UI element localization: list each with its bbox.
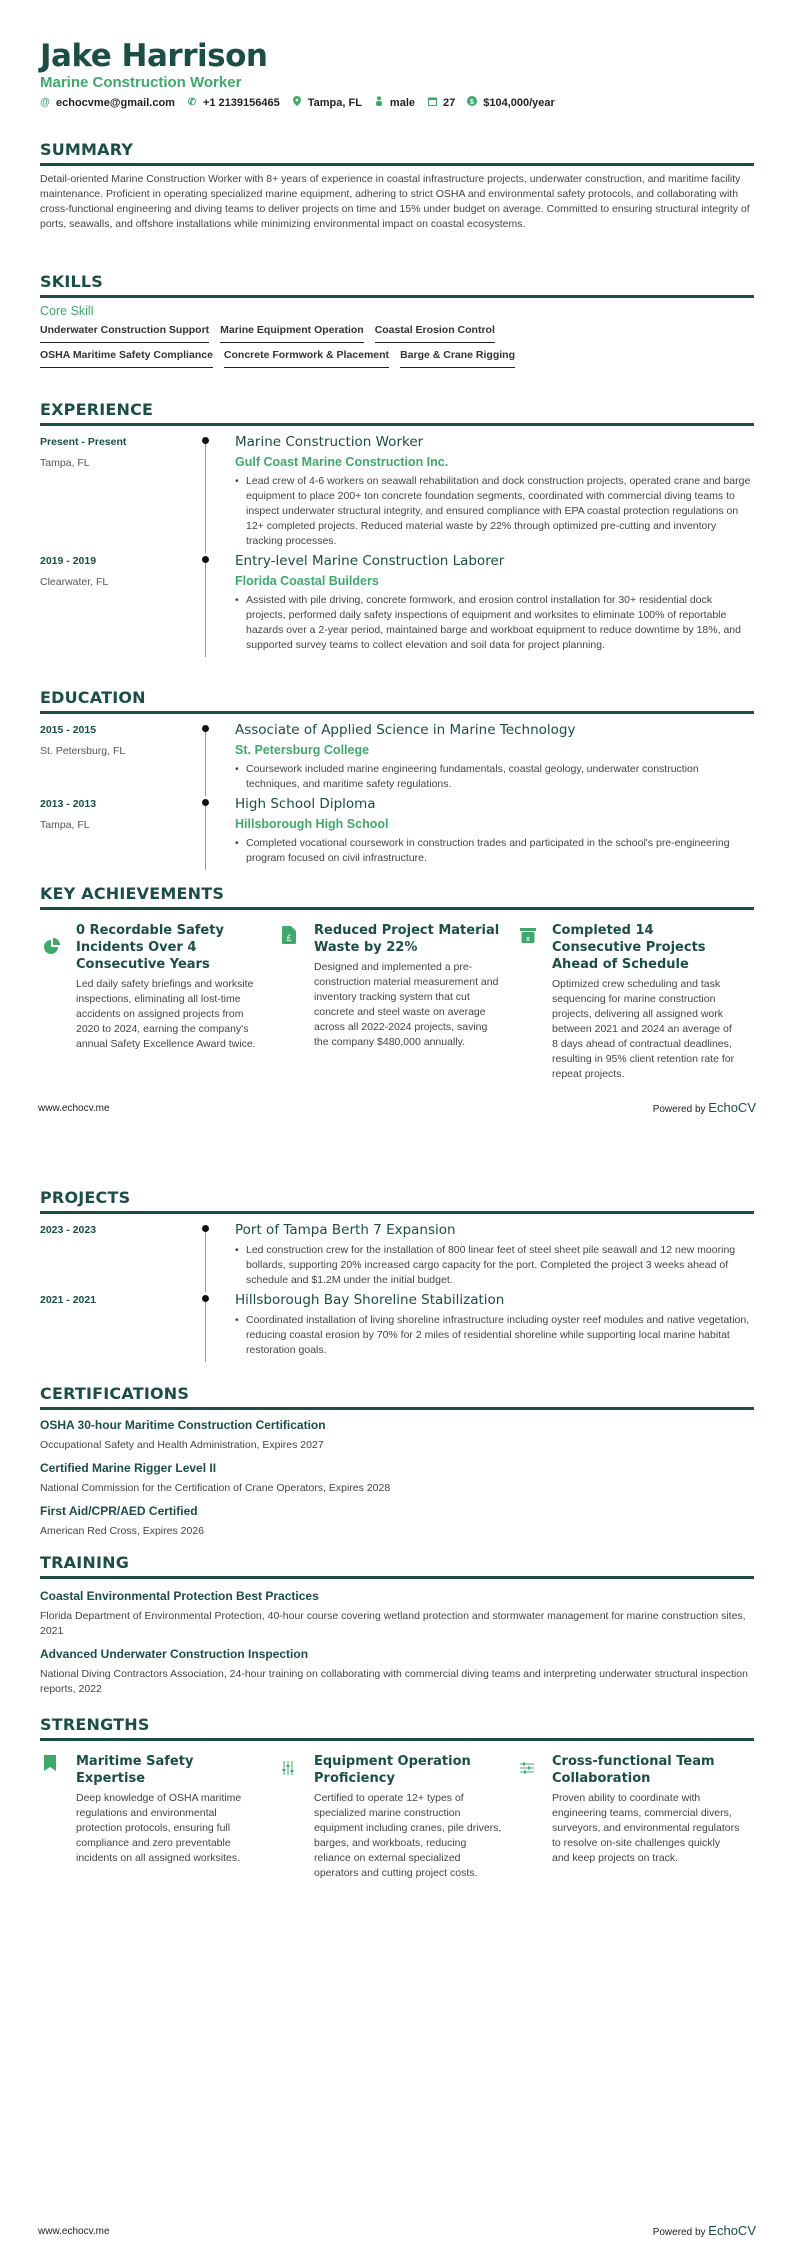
item-bullet: • Led construction crew for the installation of 800 linear feet of steel sheet pile seawall and 12 new mooring bollards, supporting 20% increased cargo capacity for the port. Completed the project 3 weeks ahead of schedule and $1.2M under the initial budget. bbox=[235, 1243, 754, 1292]
item-title: Port of Tampa Berth 7 Expansion bbox=[235, 1222, 456, 1238]
timeline-dot bbox=[202, 1225, 209, 1232]
strength-card bbox=[278, 1753, 516, 1881]
section-divider bbox=[40, 1576, 754, 1579]
timeline-dot bbox=[202, 799, 209, 806]
footer-website[interactable]: www.echocv.me bbox=[38, 2226, 110, 2237]
section-title: SKILLS bbox=[40, 272, 103, 291]
education-item bbox=[40, 722, 754, 796]
item-org: Gulf Coast Marine Construction Inc. bbox=[235, 455, 449, 469]
achievement-text: Optimized crew scheduling and task sequencing for marine construction projects, delivering all assigned work between 2021 and 2024 an average of 8 days ahead of contractual deadlines, resulting in 95% client retention rate for repeat projects. bbox=[552, 978, 735, 1080]
skill-tag: Underwater Construction Support bbox=[40, 324, 209, 343]
section-divider bbox=[40, 711, 754, 714]
strength-card bbox=[40, 1753, 278, 1881]
section-title: TRAINING bbox=[40, 1553, 130, 1572]
pie-chart-icon bbox=[40, 922, 76, 1082]
strength-title: Maritime Safety Expertise bbox=[76, 1754, 194, 1786]
training-section bbox=[40, 1553, 754, 1697]
projects-section bbox=[40, 1188, 754, 1362]
candidate-role: Marine Construction Worker bbox=[40, 74, 242, 91]
brand-logo[interactable]: EchoCV bbox=[708, 2223, 756, 2238]
skills-row bbox=[40, 349, 754, 368]
training-name: Advanced Underwater Construction Inspection bbox=[40, 1647, 309, 1661]
cert-name: OSHA 30-hour Maritime Construction Certification bbox=[40, 1418, 326, 1432]
contact-gender: male bbox=[374, 96, 415, 109]
item-bullet: • Completed vocational coursework in construction trades and participated in the school's pre-engineering program focused on civil infrastructure. bbox=[235, 836, 754, 870]
skill-category: Core Skill bbox=[40, 304, 94, 318]
bin-icon bbox=[516, 922, 552, 1082]
item-date: 2013 - 2013 bbox=[40, 798, 97, 810]
item-title: Entry-level Marine Construction Laborer bbox=[235, 553, 505, 569]
strength-card bbox=[516, 1753, 754, 1881]
svg-text:£: £ bbox=[286, 933, 292, 943]
section-divider bbox=[40, 163, 754, 166]
section-title: STRENGTHS bbox=[40, 1715, 150, 1734]
education-item bbox=[40, 796, 754, 870]
experience-section bbox=[40, 400, 754, 657]
contact-bar bbox=[40, 96, 555, 109]
timeline-line bbox=[205, 440, 206, 553]
achievement-text: Designed and implemented a pre-construction material measurement and inventory tracking system that cut concrete and steel waste on average across all 2022-2024 projects, saving the company $480,000 annually. bbox=[314, 961, 499, 1048]
contact-phone[interactable]: ✆ +1 2139156465 bbox=[187, 96, 280, 109]
footer-website[interactable]: www.echocv.me bbox=[38, 1103, 110, 1114]
location-icon bbox=[292, 96, 302, 109]
achievements-section bbox=[40, 884, 754, 1082]
experience-item bbox=[40, 553, 754, 657]
section-title: EXPERIENCE bbox=[40, 400, 154, 419]
item-title: High School Diploma bbox=[235, 796, 376, 812]
achievement-card bbox=[40, 922, 278, 1082]
section-divider bbox=[40, 423, 754, 426]
cert-issuer: American Red Cross, Expires 2026 bbox=[40, 1525, 204, 1537]
achievement-title: Completed 14 Consecutive Projects Ahead of Schedule bbox=[552, 923, 706, 972]
item-org: Hillsborough High School bbox=[235, 817, 389, 831]
item-date: 2015 - 2015 bbox=[40, 724, 97, 736]
person-icon bbox=[374, 96, 384, 109]
footer-powered: Powered by EchoCV bbox=[652, 1100, 756, 1115]
item-location: Clearwater, FL bbox=[40, 576, 109, 588]
timeline-line bbox=[205, 728, 206, 796]
skills-section bbox=[40, 272, 754, 368]
strengths-section bbox=[40, 1715, 754, 1881]
strength-text: Proven ability to coordinate with engineering teams, commercial divers, surveyors, and environmental regulators to resolve on-site challenges quickly and keep projects on track. bbox=[552, 1792, 740, 1864]
section-title: CERTIFICATIONS bbox=[40, 1384, 190, 1403]
timeline-dot bbox=[202, 437, 209, 444]
training-name: Coastal Environmental Protection Best Practices bbox=[40, 1589, 319, 1603]
section-divider bbox=[40, 1738, 754, 1741]
item-date: 2019 - 2019 bbox=[40, 555, 97, 567]
item-location: Tampa, FL bbox=[40, 457, 90, 469]
achievement-title: 0 Recordable Safety Incidents Over 4 Consecutive Years bbox=[76, 923, 224, 972]
section-title: PROJECTS bbox=[40, 1188, 131, 1207]
section-title: EDUCATION bbox=[40, 688, 146, 707]
strength-text: Certified to operate 12+ types of specialized marine construction equipment including cranes, pile drivers, barges, and workboats, reducing reliance on external specialized operators and cutting project costs. bbox=[314, 1792, 502, 1879]
education-section bbox=[40, 688, 754, 870]
sliders-vertical-icon bbox=[278, 1753, 314, 1881]
item-location: Tampa, FL bbox=[40, 819, 90, 831]
item-title: Marine Construction Worker bbox=[235, 434, 424, 450]
dollar-icon bbox=[467, 96, 477, 109]
bookmark-icon bbox=[40, 1753, 76, 1881]
project-item bbox=[40, 1292, 754, 1362]
contact-email[interactable]: @ echocvme@gmail.com bbox=[40, 96, 175, 109]
timeline-line bbox=[205, 1298, 206, 1362]
training-detail: Florida Department of Environmental Protection, 40-hour course covering wetland protection and stormwater management for marine construction sites, 2021 bbox=[40, 1610, 746, 1637]
cert-issuer: Occupational Safety and Health Administration, Expires 2027 bbox=[40, 1439, 324, 1451]
brand-logo[interactable]: EchoCV bbox=[708, 1100, 756, 1115]
timeline-line bbox=[205, 559, 206, 657]
item-location: St. Petersburg, FL bbox=[40, 745, 126, 757]
section-title: KEY ACHIEVEMENTS bbox=[40, 884, 225, 903]
calendar-icon bbox=[427, 97, 437, 109]
strength-title: Equipment Operation Proficiency bbox=[314, 1754, 471, 1786]
timeline-line bbox=[205, 1228, 206, 1292]
item-date: 2021 - 2021 bbox=[40, 1294, 97, 1306]
sliders-horizontal-icon bbox=[516, 1753, 552, 1881]
item-title: Associate of Applied Science in Marine Technology bbox=[235, 722, 576, 738]
phone-icon: ✆ bbox=[187, 97, 197, 108]
training-detail: National Diving Contractors Association, 24-hour training on collaborating with commercial diving teams and interpreting underwater structural inspection reports, 2022 bbox=[40, 1668, 748, 1695]
item-date: 2023 - 2023 bbox=[40, 1224, 97, 1236]
achievement-card bbox=[516, 922, 754, 1082]
cert-name: Certified Marine Rigger Level II bbox=[40, 1461, 217, 1475]
section-divider bbox=[40, 295, 754, 298]
at-icon: @ bbox=[40, 97, 50, 108]
timeline-dot bbox=[202, 556, 209, 563]
item-bullet: • Coursework included marine engineering fundamentals, coastal geology, underwater construction techniques, and maritime safety regulations. bbox=[235, 762, 754, 796]
section-title: SUMMARY bbox=[40, 140, 134, 159]
contact-salary: $ $104,000/year bbox=[467, 96, 555, 109]
project-item bbox=[40, 1222, 754, 1292]
certifications-section bbox=[40, 1384, 754, 1539]
item-date: Present - Present bbox=[40, 436, 127, 448]
experience-item bbox=[40, 434, 754, 553]
svg-text:$: $ bbox=[470, 99, 475, 106]
achievement-card bbox=[278, 922, 516, 1082]
timeline-line bbox=[205, 802, 206, 870]
item-bullet: • Lead crew of 4-6 workers on seawall rehabilitation and dock construction projects, operated crane and barge equipment to place 200+ ton concrete foundation segments, coordinated with commercial diving teams to inspect underwater structural integrity, and ensured compliance with EPA coastal protection regulations on 12+ completed projects. Reduced material waste by 22% through optimized pre-cutting and inventory tracking processes. bbox=[235, 474, 754, 553]
contact-location: Tampa, FL bbox=[292, 96, 362, 109]
candidate-name: Jake Harrison bbox=[40, 38, 268, 74]
cert-issuer: National Commission for the Certification of Crane Operators, Expires 2028 bbox=[40, 1482, 391, 1494]
skill-tag: Marine Equipment Operation bbox=[220, 324, 364, 343]
item-org: Florida Coastal Builders bbox=[235, 574, 379, 588]
footer-powered: Powered by EchoCV bbox=[652, 2223, 756, 2238]
strength-text: Deep knowledge of OSHA maritime regulations and environmental protection protocols, ensuring full compliance and zero preventable incidents on all assigned worksites. bbox=[76, 1792, 242, 1864]
cert-name: First Aid/CPR/AED Certified bbox=[40, 1504, 198, 1518]
contact-age: 27 bbox=[427, 97, 455, 109]
skill-tag: Coastal Erosion Control bbox=[375, 324, 495, 343]
skills-row bbox=[40, 324, 754, 343]
achievement-text: Led daily safety briefings and worksite inspections, eliminating all lost-time accidents on assigned projects from 2020 to 2024, earning the company's annual Safety Excellence Award twice. bbox=[76, 978, 256, 1050]
section-divider bbox=[40, 1407, 754, 1410]
summary-text: Detail-oriented Marine Construction Worker with 8+ years of experience in coastal infrastructure projects, underwater construction, and maritime facility maintenance. Proficient in operating specialized marine equipment, adhering to strict OSHA and environmental safety protocols, and collaborating with cross-functional engineering and diving teams to deliver projects on time and 15% under budget on average. Committed to ensuring structural integrity of ports, seawalls, and offshore installations while minimizing environmental impact on coastal ecosystems. bbox=[40, 173, 750, 230]
achievement-title: Reduced Project Material Waste by 22% bbox=[314, 923, 500, 955]
item-bullet: • Coordinated installation of living shoreline infrastructure including oyster reef modules and native vegetation, reducing coastal erosion by 70% for 2 miles of residential shoreline while supporting local marine habitat restoration goals. bbox=[235, 1313, 754, 1362]
svg-text:x: x bbox=[526, 936, 530, 943]
strength-title: Cross-functional Team Collaboration bbox=[552, 1754, 715, 1786]
item-bullet: • Assisted with pile driving, concrete formwork, and erosion control installation for 30+ residential dock projects, performed daily safety inspections of equipment and worksites to eliminate 100% of reportable hazards over a 2-year period, maintained barge and workboat equipment to reduce downtime by 18%, and supported survey teams to collect elevation and soil data for project planning. bbox=[235, 593, 754, 657]
skill-tag: Barge & Crane Rigging bbox=[400, 349, 515, 368]
skill-tag: OSHA Maritime Safety Compliance bbox=[40, 349, 213, 368]
summary-section bbox=[40, 140, 754, 232]
pound-document-icon bbox=[278, 922, 314, 1082]
timeline-dot bbox=[202, 725, 209, 732]
timeline-dot bbox=[202, 1295, 209, 1302]
item-org: St. Petersburg College bbox=[235, 743, 370, 757]
item-title: Hillsborough Bay Shoreline Stabilization bbox=[235, 1292, 505, 1308]
section-divider bbox=[40, 1211, 754, 1214]
skill-tag: Concrete Formwork & Placement bbox=[224, 349, 389, 368]
section-divider bbox=[40, 907, 754, 910]
